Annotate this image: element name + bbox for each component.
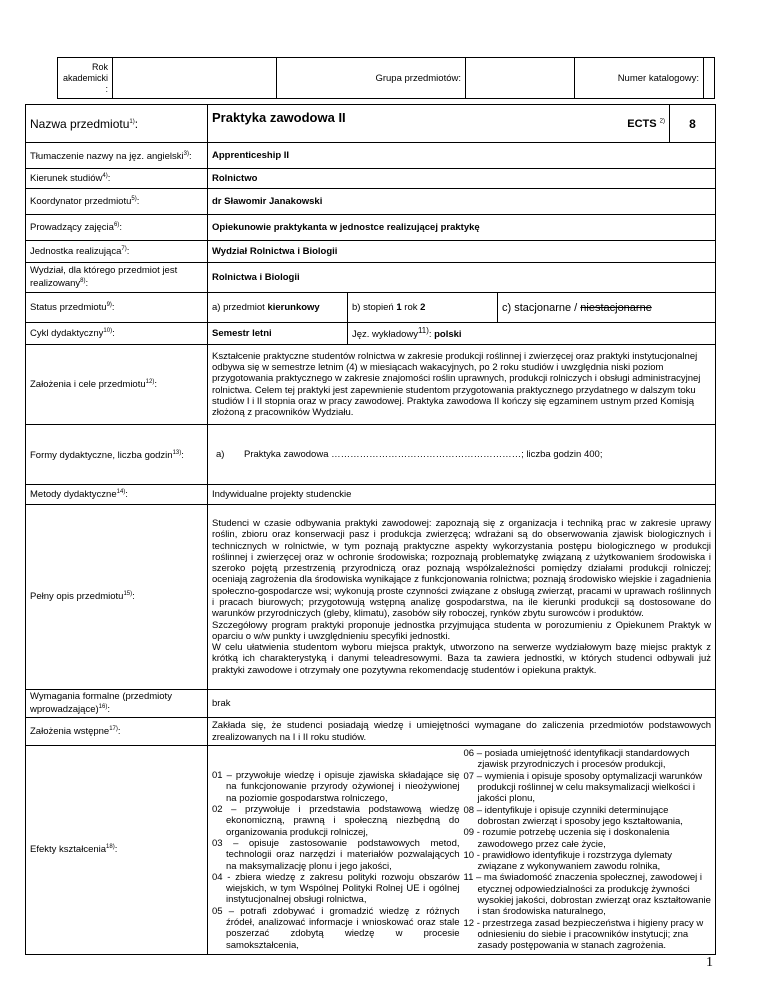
course-title: Praktyka zawodowa II: [212, 110, 346, 125]
status-b-mid: rok: [401, 302, 421, 313]
wymagania-sup: 16): [98, 704, 108, 710]
zal-wstepne-label: Założenia wstępne: [30, 726, 110, 738]
wymagania-value-cell: [208, 690, 716, 718]
opis-paragraph-2: Szczegółowy program praktyki proponuje jednostka przyjmująca studenta w porozumieniu z Opiekunem Praktyk w oparciu o w/w punkty i uwzględnieniu specyfiki jednostki.: [212, 619, 711, 642]
ects-value-cell: [670, 105, 716, 143]
wymagania-value: brak: [212, 698, 231, 710]
status-c-cell: [498, 293, 716, 323]
zalozenia-value-cell: [208, 345, 716, 425]
prowadzacy-value: Opiekunowie praktykanta w jednostce realizującej praktykę: [212, 222, 480, 233]
koordynator-value-cell: [208, 189, 716, 215]
jezyk-sup: 11): [418, 326, 429, 336]
ects-label-cell: [618, 105, 670, 143]
status-b-cell: [348, 293, 498, 323]
prowadzacy-label-cell: Prowadzący zajęcia$^{6)}$:: [26, 215, 208, 241]
wydzial-value-cell: [208, 263, 716, 293]
efekty-label-cell: Efekty kształcenia$^{18)}$:: [26, 746, 208, 954]
efekty-label: Efekty kształcenia: [30, 844, 107, 856]
jezyk-cell: Jęz. wykładowy$^{11)}$: polski: [348, 323, 716, 345]
efekt-item: 02 – przywołuje i przedstawia podstawową wiedzę ekonomiczną, prawną i społeczną niezbędną do organizowania produkcji rolniczej,: [212, 804, 460, 838]
ects-label: ECTS: [627, 117, 657, 130]
efekt-item: 07 – wymienia i opisuje sposoby optymalizacji warunków produkcji roślinnej w celu maksymalizacji wielkości i jakości plonu,: [463, 770, 703, 805]
efekt-item: 05 – potrafi zdobywać i gromadzić wiedzę z różnych źródeł, analizować informacje i wnioskować oraz stale poszerzać zdobytą wiedzę w procesie samokształcenia,: [212, 905, 460, 951]
wymagania-label: Wymagania formalne (przedmioty wprowadzające): [30, 691, 172, 716]
rok-label-cell: [58, 58, 113, 99]
efekt-item: 04 - zbiera wiedzę z zakresu polityki rozwoju obszarów wiejskich, w tym Wspólnej Polityki Rolnej UE i ogólnej instytucjonalnej obsługi rolnictwa,: [212, 871, 460, 906]
rok-value-cell: [113, 58, 277, 99]
translation-value-cell: [208, 143, 716, 169]
wydzial-value: Rolnictwa i Biologii: [212, 272, 300, 283]
formy-value: Praktyka zawodowa ……………………………………………………; liczba godzin 400;: [244, 449, 603, 460]
page-number: 1: [706, 955, 713, 970]
efekt-item: 09 - rozumie potrzebę uczenia się i doskonalenia zawodowego przez całe życie,: [463, 827, 670, 850]
jednostka-label-cell: Jednostka realizująca$^{7)}$:: [26, 241, 208, 263]
translation-sup: 3): [183, 150, 189, 157]
jednostka-label: Jednostka realizująca: [30, 246, 122, 258]
prowadzacy-value-cell: [208, 215, 716, 241]
efekty-columns: [212, 748, 711, 951]
jezyk-label: Jęz. wykładowy: [352, 329, 418, 341]
formy-marker: a): [216, 449, 225, 460]
wydzial-label: Wydział, dla którego przedmiot jest realizowany: [30, 264, 178, 290]
name-value-cell: [208, 105, 618, 143]
translation-label: Tłumaczenie nazwy na jęz. angielski: [30, 151, 184, 163]
cykl-sup: 10): [103, 327, 113, 334]
zal-wstepne-sup: 17): [109, 726, 118, 733]
efekt-item: 11 – ma świadomość znaczenia społecznej, zawodowej i etycznej odpowiedzialności za produkcję żywności wysokiej jakości, dobrostan zwierząt oraz kształtowanie i stan środowiska naturalnego,: [463, 872, 711, 918]
opis-sup: 15): [123, 591, 133, 598]
efekty-right-column: [464, 748, 712, 951]
prowadzacy-label: Prowadzący zajęcia: [30, 222, 114, 234]
name-label-sup: 1): [129, 118, 135, 125]
cykl-value-cell: [208, 323, 348, 345]
opis-label-cell: Pełny opis przedmiotu$^{15)}$:: [26, 505, 208, 690]
course-table: [25, 104, 716, 955]
jednostka-sup: 7): [121, 245, 127, 252]
efekt-item: 10 - prawidłowo identyfikuje i rozstrzyga dylematy związane z wykonywaniem zawodu rolnika,: [463, 849, 673, 873]
status-a-value: kierunkowy: [267, 302, 320, 313]
efekt-item: 01 – przywołuje wiedzę i opisuje zjawiska składające się na funkcjonowanie przyrody ożywionej i nieożywionej na poziomie gospodarstwa rolniczego,: [212, 770, 460, 804]
efekty-sup: 18): [106, 844, 115, 851]
opis-label: Pełny opis przedmiotu: [30, 591, 124, 603]
kierunek-sup: 4): [102, 172, 108, 179]
translation-value: Apprenticeship II: [212, 150, 290, 161]
zalozenia-sup: 12): [145, 378, 155, 385]
efekt-item: 06 – posiada umiejętność identyfikacji standardowych zjawisk przyrodniczych i procesów produkcji,: [463, 748, 690, 771]
status-label: Status przedmiotu: [30, 302, 107, 314]
prowadzacy-sup: 6): [113, 221, 120, 228]
formy-value-cell: [208, 425, 716, 485]
name-label: Nazwa przedmiotu: [30, 116, 130, 131]
jednostka-value: Wydział Rolnictwa i Biologii: [212, 246, 338, 257]
status-c-prefix: c) stacjonarne /: [502, 301, 581, 314]
rok-label: Rok akademicki :: [62, 61, 108, 94]
cykl-label-cell: Cykl dydaktyczny$^{10)}$:: [26, 323, 208, 345]
numer-label: Numer katalogowy:: [617, 72, 699, 84]
metody-value-cell: [208, 485, 716, 505]
jezyk-value: polski: [434, 329, 462, 341]
efekt-item: 08 – identyfikuje i opisuje czynniki determinujące dobrostan zwierząt i sposoby jego kształtowania,: [463, 804, 683, 827]
header-table: [57, 57, 715, 99]
wymagania-label-cell: Wymagania formalne (przedmioty wprowadzające)$^{16)}$:: [26, 690, 208, 718]
status-b-rok: 2: [420, 302, 426, 313]
opis-value-cell: [208, 505, 716, 690]
formy-sup: 13): [172, 449, 182, 456]
kierunek-value-cell: [208, 169, 716, 189]
numer-label-cell: [575, 58, 704, 99]
kierunek-value: Rolnictwo: [212, 173, 258, 184]
opis-paragraph-3: W celu ułatwienia studentom wyboru miejsca praktyk, utworzono na serwerze wydziałowym bazę miejsc praktyk z krótką ich charakterystyką i danymi teleadresowymi. Baza ta zawiera jednostki, w których studenci odbywali już praktyki zawodowe i otrzymały one pozytywna rekomendację studentów i opiekuna praktyk.: [212, 642, 711, 676]
wydzial-sup: 8): [80, 277, 86, 284]
grupa-label: Grupa przedmiotów:: [375, 72, 461, 84]
status-b-stopien: 1: [396, 302, 402, 313]
grupa-label-cell: [277, 58, 466, 99]
zalozenia-label: Założenia i cele przedmiotu: [30, 379, 146, 391]
koordynator-value: dr Sławomir Janakowski: [212, 196, 323, 207]
efekty-left-column: [212, 748, 460, 951]
kierunek-label-cell: Kierunek studiów$^{4)}$:: [26, 169, 208, 189]
grupa-value-cell: [466, 58, 575, 99]
metody-sup: 14): [116, 488, 126, 495]
status-a-cell: [208, 293, 348, 323]
koordynator-sup: 5): [131, 195, 137, 202]
opis-paragraph-1: Studenci w czasie odbywania praktyki zawodowej: zapoznają się z organizacja i techniką prac w zakresie uprawy roślin, zbioru oraz konserwacji pasz i produkcja zwierzęcą; wdrażani są do obserwowania zjawisk biologicznych i technicznych w rolnictwie, w tym poznają praktyczne aspekty wykorzystania postępu biologicznego w produkcji roślinnej i zwierzęcej oraz w ochronie środowiska; rozpoznają problematykę związaną z użytkowaniem środowiska i szeroko pojętą przestrzenią przyrodniczą oraz poznają współzależności pomiędzy działami produkcji rolniczej; oceniają zagrożenia dla środowiska wynikające z funkcjonowania rolnictwa; poznają środowisko wiejskie i zagadnienia społeczno-gospodarcze wsi; wykonują proste czynności związane z obsługą zwierząt, pracami w uprawach roślinnych i pracach biurowych; przygotowują wstępną analizę gospodarstwa, na ile kierunki produkcji są dostosowane do warunków przyrodniczych (gleby, klimatu), zasobów siły roboczej, rynków zbytu surowców i produktów.: [212, 517, 711, 620]
status-label-cell: Status przedmiotu$^{9)}$:: [26, 293, 208, 323]
metody-value: Indywidualne projekty studenckie: [212, 489, 352, 500]
koordynator-label-cell: Koordynator przedmiotu$^{5)}$:: [26, 189, 208, 215]
zal-wstepne-value-cell: [208, 718, 716, 746]
numer-value-cell: [704, 58, 715, 99]
jednostka-value-cell: [208, 241, 716, 263]
name-label-cell: Nazwa przedmiotu$^{1)}$:: [26, 105, 208, 143]
efekt-item: 03 – opisuje zastosowanie podstawowych metod, technologii oraz narzędzi i materiałów pozwalających na maksymalizację plonu i jego jakości,: [212, 837, 460, 872]
status-sup: 9): [106, 301, 112, 308]
zal-wstepne-label-cell: Założenia wstępne$^{17)}$:: [26, 718, 208, 746]
translation-label-cell: Tłumaczenie nazwy na jęz. angielski$^{3)}$:: [26, 143, 208, 169]
cykl-value: Semestr letni: [212, 328, 272, 339]
kierunek-label: Kierunek studiów: [30, 173, 103, 185]
metody-label: Metody dydaktyczne: [30, 489, 117, 501]
ects-sup: 2): [659, 117, 665, 124]
efekt-item: 12 - przestrzega zasad bezpieczeństwa i higieny pracy w odniesieniu do siebie i pracowników instytucji; zna zasady postępowania w stanach zagrożenia.: [463, 917, 704, 952]
formy-label-cell: Formy dydaktyczne, liczba godzin$^{13)}$:: [26, 425, 208, 485]
zalozenia-value: Kształcenie praktyczne studentów rolnictwa w zakresie produkcji roślinnej i zwierzęcej oraz praktyki instytucjonalnej odbywa się w semestrze letnim (4) w miesiącach wakacyjnych, po 2 roku studiów i uwzględnia niski poziom przygotowania praktycznego w zakresie znajomości roślin uprawnych, produkcji rolniczych i obsługi administracyjnej rolnictwa. Celem tej praktyki jest zapewnienie studentom przygotowania praktycznego przydatnego w dalszym toku studiów I i II stopnia oraz w pracy zawodowej. Praktyka zawodowa II kończy się egzaminem ustnym przed Komisją złożoną z pracowników Wydziału.: [212, 350, 701, 419]
cykl-label: Cykl dydaktyczny: [30, 328, 104, 340]
formy-label: Formy dydaktyczne, liczba godzin: [30, 450, 173, 462]
zal-wstepne-value: Zakłada się, że studenci posiadają wiedzę i umiejętności wymagane do zaliczenia przedmiotów podstawowych zrealizowanych na I i II roku studiów.: [212, 720, 711, 743]
koordynator-label: Koordynator przedmiotu: [30, 196, 132, 208]
zalozenia-label-cell: Założenia i cele przedmiotu$^{12)}$:: [26, 345, 208, 425]
efekty-value-cell: [208, 746, 716, 954]
status-b-prefix: b) stopień: [352, 302, 397, 313]
metody-label-cell: Metody dydaktyczne$^{14)}$:: [26, 485, 208, 505]
ects-value: 8: [689, 116, 696, 131]
status-c-strike: niestacjonarne: [580, 301, 652, 314]
status-a-prefix: a) przedmiot: [212, 302, 268, 313]
wydzial-label-cell: Wydział, dla którego przedmiot jest realizowany$^{8)}$:: [26, 263, 208, 293]
